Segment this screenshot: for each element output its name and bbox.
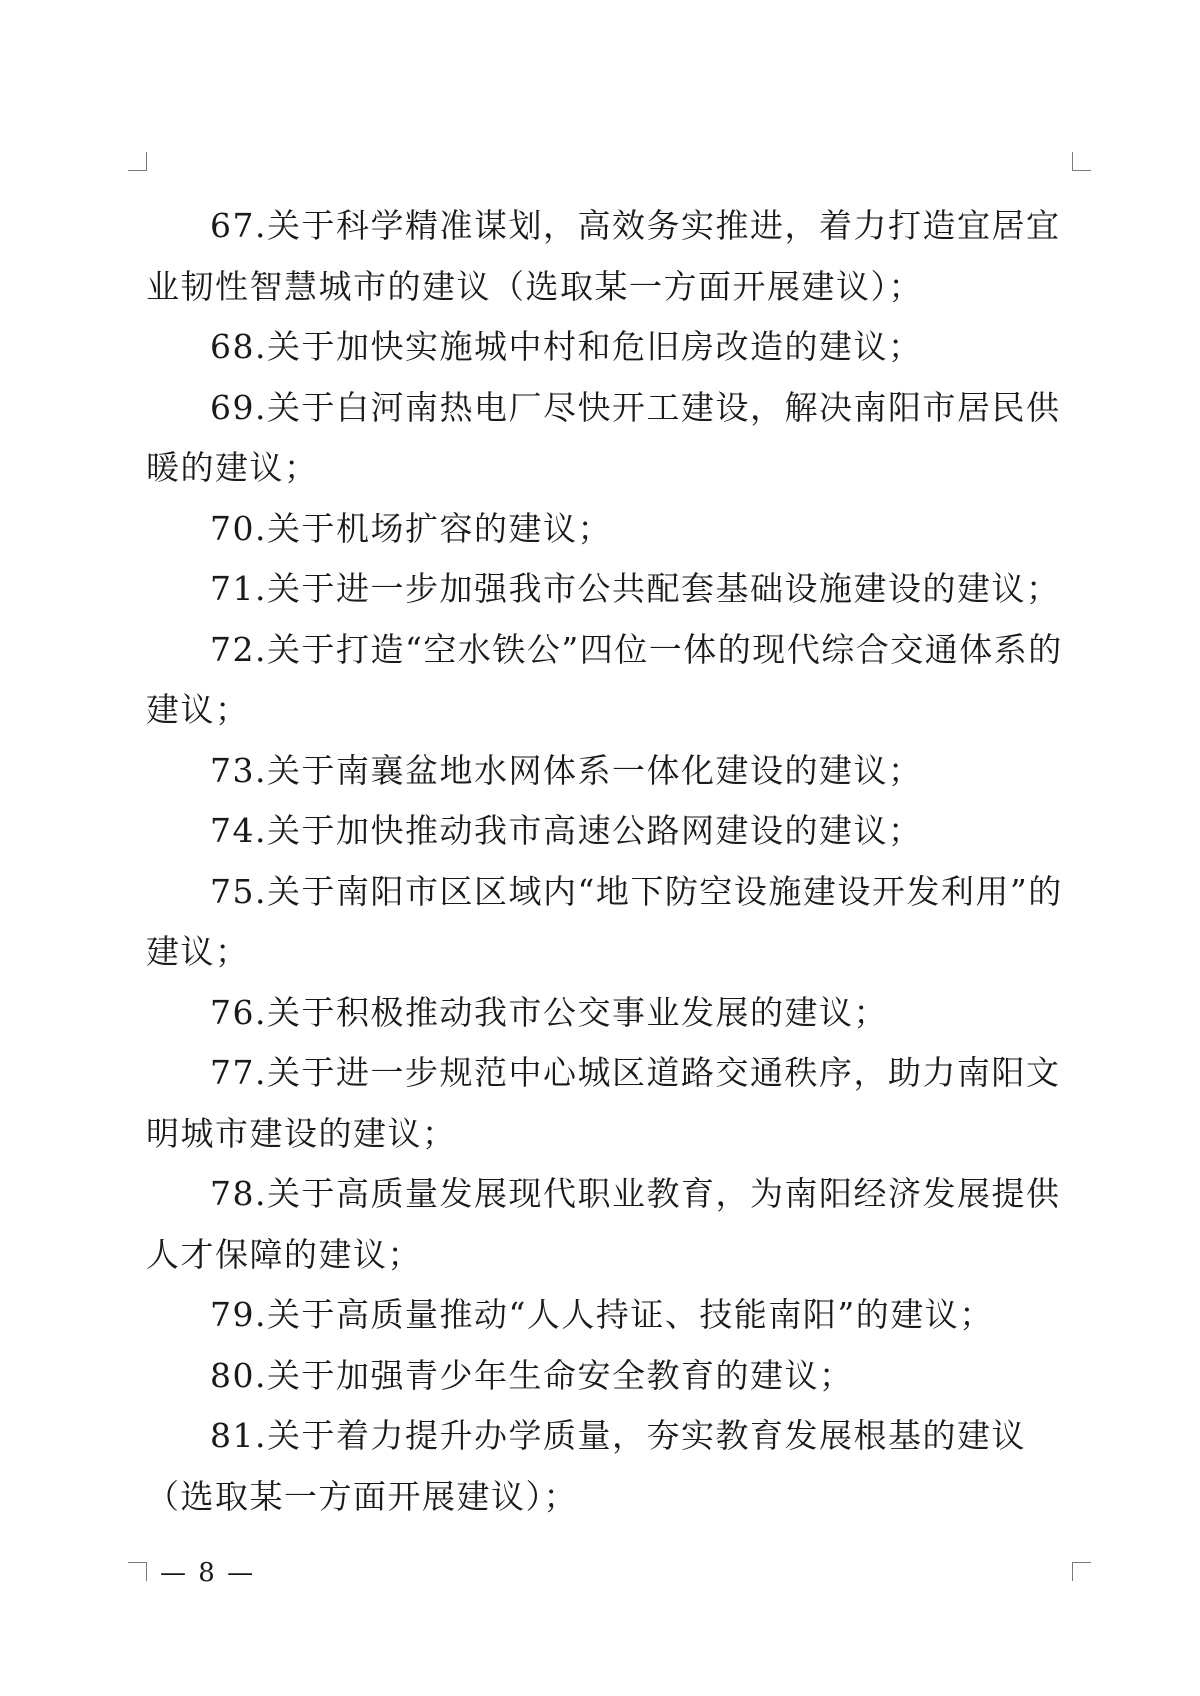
crop-mark-bottom-left bbox=[128, 1562, 147, 1581]
list-item: 77.关于进一步规范中心城区道路交通秩序，助力南阳文明城市建设的建议； bbox=[146, 1053, 1061, 1153]
crop-mark-top-left bbox=[128, 152, 147, 171]
list-item: 80.关于加强青少年生命安全教育的建议； bbox=[210, 1355, 854, 1395]
document-body bbox=[146, 196, 1066, 1527]
list-item: 73.关于南襄盆地水网体系一体化建设的建议； bbox=[210, 750, 923, 790]
list-item: 75.关于南阳市区区域内“地下防空设施建设开发利用”的建议； bbox=[146, 871, 1063, 971]
list-item: 78.关于高质量发展现代职业教育，为南阳经济发展提供人才保障的建议； bbox=[146, 1174, 1061, 1274]
list-item: 72.关于打造“空水铁公”四位一体的现代综合交通体系的建议； bbox=[146, 629, 1063, 729]
list-item: 79.关于高质量推动“人人持证、技能南阳”的建议； bbox=[210, 1295, 994, 1334]
list-item: 74.关于加快推动我市高速公路网建设的建议； bbox=[210, 811, 923, 850]
list-item: 81.关于着力提升办学质量，夯实教育发展根基的建议（选取某一方面开展建议）； bbox=[146, 1416, 1026, 1516]
page-number: — 8 — bbox=[160, 1558, 256, 1588]
list-item: 69.关于白河南热电厂尽快开工建设，解决南阳市居民供暖的建议； bbox=[146, 387, 1061, 487]
list-item: 68.关于加快实施城中村和危旧房改造的建议； bbox=[210, 327, 923, 366]
list-item: 67.关于科学精准谋划，高效务实推进，着力打造宜居宜业韧性智慧城市的建议（选取某一方面开展建议）； bbox=[146, 206, 1061, 306]
list-item: 70.关于机场扩容的建议； bbox=[210, 508, 612, 548]
crop-mark-top-right bbox=[1072, 152, 1091, 171]
crop-mark-bottom-right bbox=[1072, 1562, 1091, 1581]
list-item: 76.关于积极推动我市公交事业发展的建议； bbox=[210, 992, 888, 1032]
list-item: 71.关于进一步加强我市公共配套基础设施建设的建议； bbox=[210, 569, 1061, 608]
